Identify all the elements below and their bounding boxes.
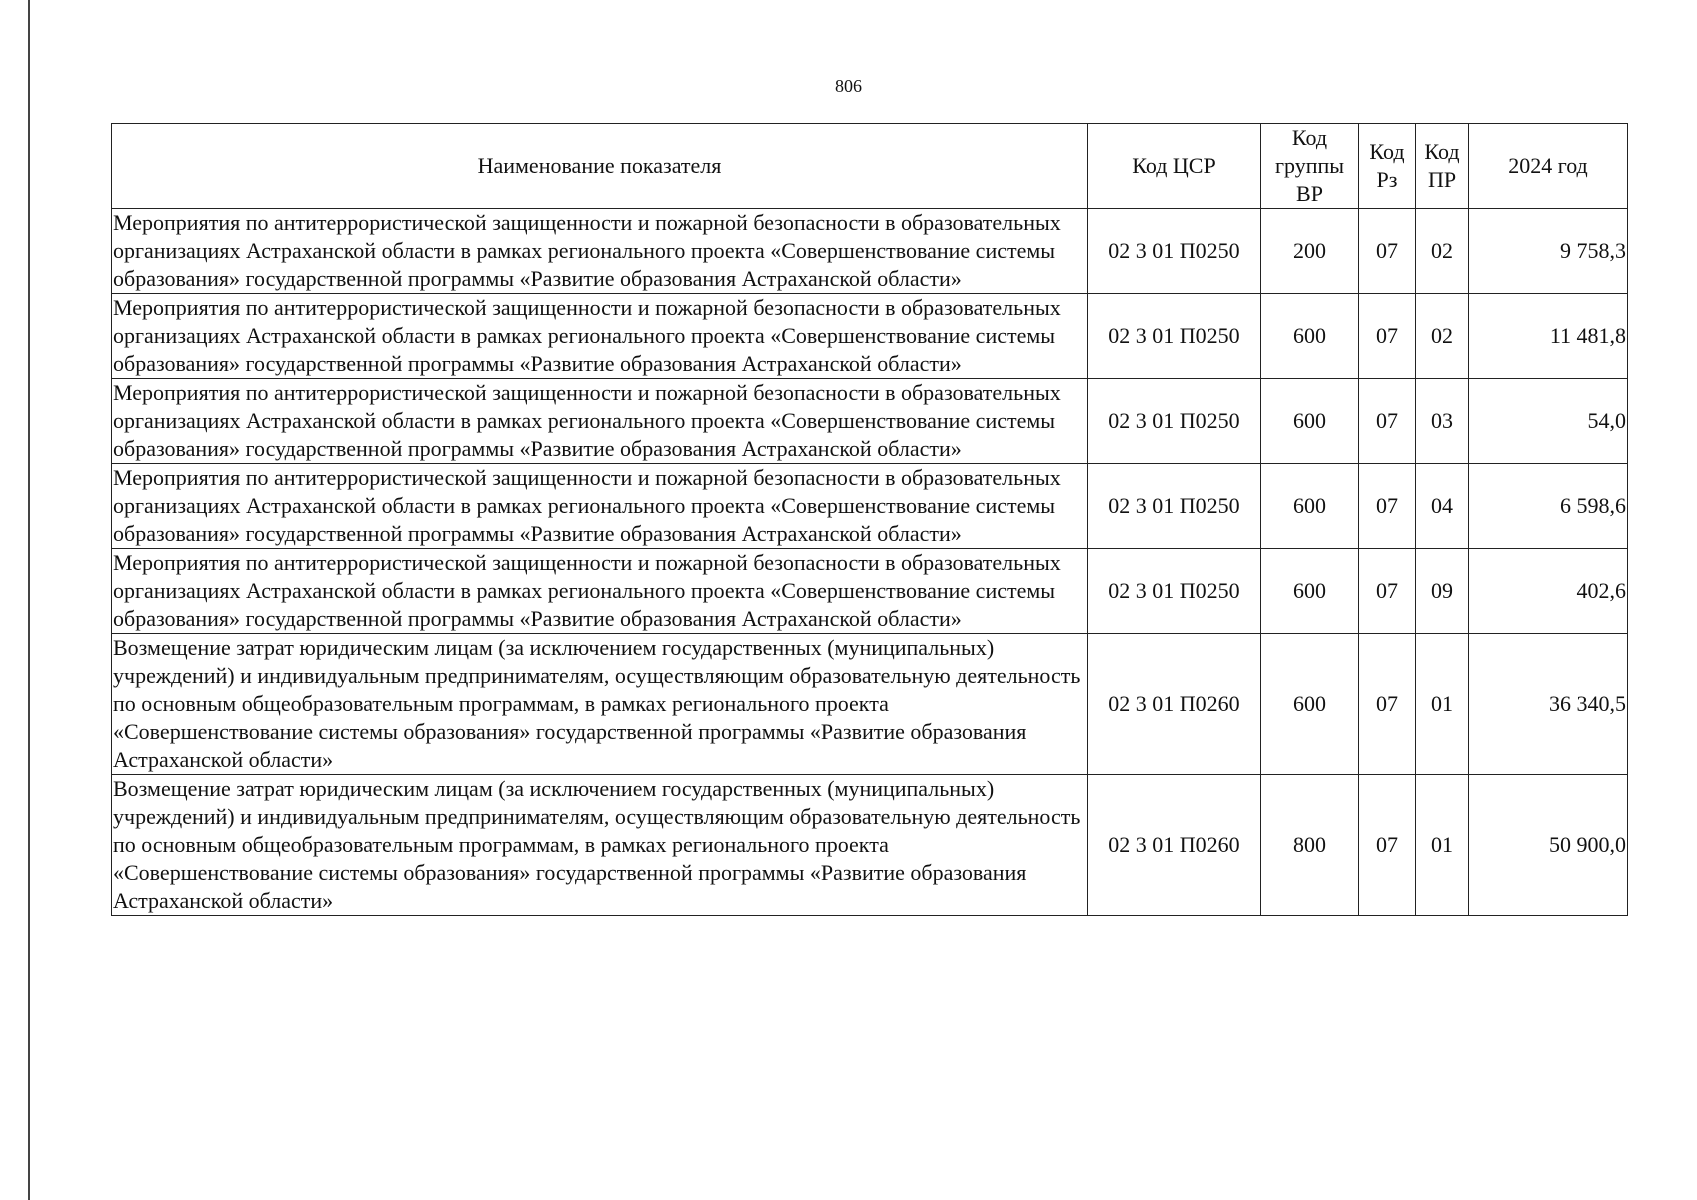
row-amount: 9 758,3 [1469, 209, 1628, 294]
header-csr-code: Код ЦСР [1088, 124, 1261, 209]
row-rz-code: 07 [1359, 549, 1416, 634]
row-pr-code: 02 [1416, 209, 1469, 294]
row-rz-code: 07 [1359, 209, 1416, 294]
row-name: Мероприятия по антитеррористической защищенности и пожарной безопасности в образовательных организациях Астраханской области в рамках регионального проекта «Совершенствование системы образования» государственной программы «Развитие образования Астраханской области» [112, 379, 1088, 464]
row-rz-code: 07 [1359, 464, 1416, 549]
row-pr-code: 09 [1416, 549, 1469, 634]
row-pr-code: 02 [1416, 294, 1469, 379]
row-csr-code: 02 3 01 П0250 [1088, 379, 1261, 464]
row-vr-code: 600 [1261, 464, 1359, 549]
page-number: 806 [835, 76, 862, 96]
row-name: Возмещение затрат юридическим лицам (за исключением государственных (муниципальных) учреждений) и индивидуальным предпринимателям, осуществляющим образовательную деятельность по основным общеобразовательным программам, в рамках регионального проекта «Совершенствование системы образования» государственной программы «Развитие образования Астраханской области» [112, 775, 1088, 916]
scan-edge-line [28, 0, 30, 1200]
table-row [112, 379, 1628, 464]
row-csr-code: 02 3 01 П0250 [1088, 294, 1261, 379]
row-pr-code: 03 [1416, 379, 1469, 464]
row-name: Мероприятия по антитеррористической защищенности и пожарной безопасности в образовательных организациях Астраханской области в рамках регионального проекта «Совершенствование системы образования» государственной программы «Развитие образования Астраханской области» [112, 464, 1088, 549]
row-csr-code: 02 3 01 П0250 [1088, 549, 1261, 634]
row-pr-code: 04 [1416, 464, 1469, 549]
header-vr-code: Код группы ВР [1261, 124, 1359, 209]
row-amount: 6 598,6 [1469, 464, 1628, 549]
row-csr-code: 02 3 01 П0250 [1088, 209, 1261, 294]
row-vr-code: 600 [1261, 549, 1359, 634]
row-rz-code: 07 [1359, 775, 1416, 916]
row-rz-code: 07 [1359, 294, 1416, 379]
row-csr-code: 02 3 01 П0250 [1088, 464, 1261, 549]
row-name: Мероприятия по антитеррористической защищенности и пожарной безопасности в образовательных организациях Астраханской области в рамках регионального проекта «Совершенствование системы образования» государственной программы «Развитие образования Астраханской области» [112, 209, 1088, 294]
row-csr-code: 02 3 01 П0260 [1088, 634, 1261, 775]
table-row [112, 634, 1628, 775]
table-header-row [112, 124, 1628, 209]
table-row [112, 464, 1628, 549]
row-vr-code: 200 [1261, 209, 1359, 294]
table-row [112, 209, 1628, 294]
row-vr-code: 600 [1261, 379, 1359, 464]
row-amount: 54,0 [1469, 379, 1628, 464]
budget-table [111, 123, 1628, 916]
row-pr-code: 01 [1416, 634, 1469, 775]
header-pr-code: Код ПР [1416, 124, 1469, 209]
table-row [112, 294, 1628, 379]
table-row [112, 549, 1628, 634]
table-row [112, 775, 1628, 916]
row-pr-code: 01 [1416, 775, 1469, 916]
row-rz-code: 07 [1359, 379, 1416, 464]
header-name: Наименование показателя [112, 124, 1088, 209]
row-vr-code: 600 [1261, 634, 1359, 775]
row-name: Мероприятия по антитеррористической защищенности и пожарной безопасности в образовательных организациях Астраханской области в рамках регионального проекта «Совершенствование системы образования» государственной программы «Развитие образования Астраханской области» [112, 549, 1088, 634]
row-amount: 50 900,0 [1469, 775, 1628, 916]
header-rz-code: Код Рз [1359, 124, 1416, 209]
row-rz-code: 07 [1359, 634, 1416, 775]
row-name: Мероприятия по антитеррористической защищенности и пожарной безопасности в образовательных организациях Астраханской области в рамках регионального проекта «Совершенствование системы образования» государственной программы «Развитие образования Астраханской области» [112, 294, 1088, 379]
header-year-2024: 2024 год [1469, 124, 1628, 209]
row-vr-code: 600 [1261, 294, 1359, 379]
row-amount: 36 340,5 [1469, 634, 1628, 775]
row-name: Возмещение затрат юридическим лицам (за исключением государственных (муниципальных) учреждений) и индивидуальным предпринимателям, осуществляющим образовательную деятельность по основным общеобразовательным программам, в рамках регионального проекта «Совершенствование системы образования» государственной программы «Развитие образования Астраханской области» [112, 634, 1088, 775]
row-vr-code: 800 [1261, 775, 1359, 916]
row-csr-code: 02 3 01 П0260 [1088, 775, 1261, 916]
row-amount: 402,6 [1469, 549, 1628, 634]
row-amount: 11 481,8 [1469, 294, 1628, 379]
